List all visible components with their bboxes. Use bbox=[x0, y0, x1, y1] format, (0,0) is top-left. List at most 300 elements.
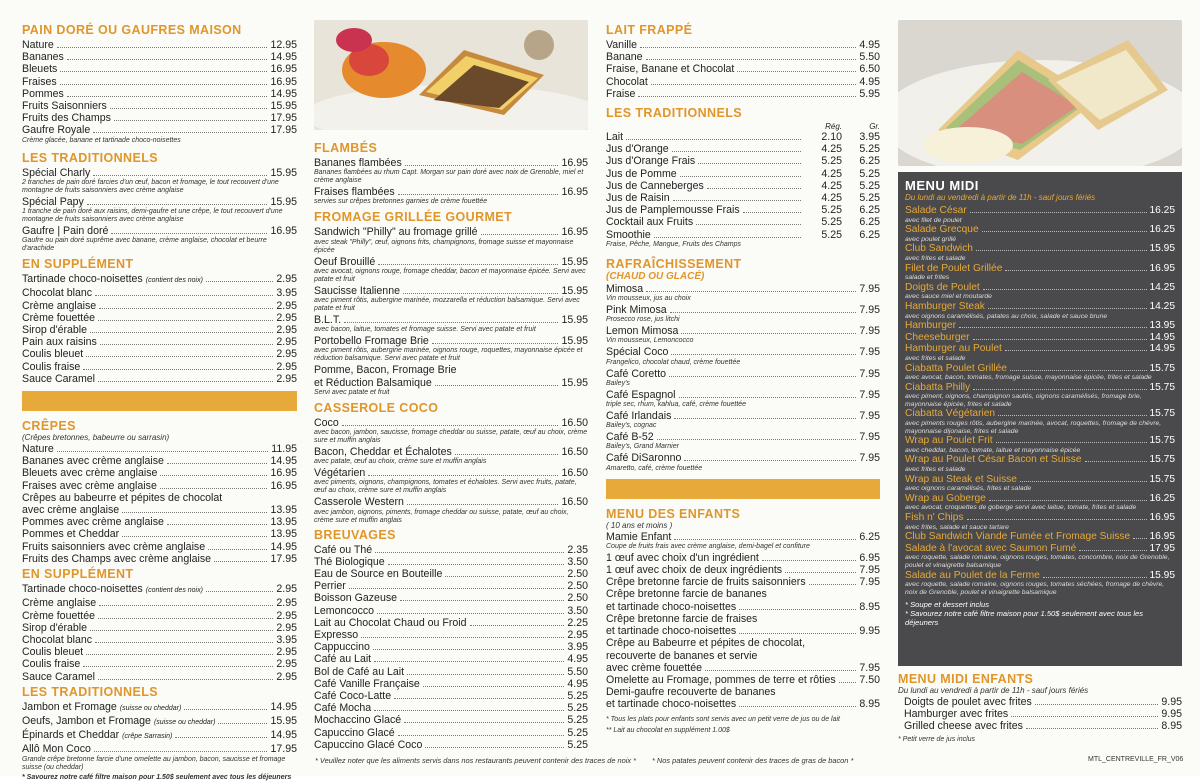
item-price: 12.95 bbox=[270, 39, 297, 51]
item-name: Coulis fraise bbox=[22, 360, 81, 373]
menu-item bbox=[22, 373, 297, 385]
item-description: avec bacon, laitue, tomates et fromage suisse. Servi avec patate et fruit bbox=[314, 326, 536, 334]
item-price: 4.95 bbox=[859, 39, 880, 51]
item-price: 5.50 bbox=[859, 51, 880, 64]
item-name: Pommes avec crème anglaise bbox=[22, 516, 164, 529]
leader-dots bbox=[60, 71, 267, 72]
item-name: Hamburger Steak bbox=[905, 300, 985, 312]
menu-item bbox=[606, 674, 880, 686]
menu-item bbox=[314, 186, 588, 198]
item-name: Lemon Mimosa bbox=[606, 325, 679, 338]
item-price: 16.25 bbox=[1149, 205, 1175, 216]
item-price: 14.95 bbox=[270, 700, 297, 713]
item-price-gr: 6.25 bbox=[859, 204, 880, 217]
menu-item bbox=[898, 708, 1182, 720]
item-price: 6.25 bbox=[859, 530, 880, 543]
item-note: (suisse ou cheddar) bbox=[119, 704, 182, 712]
leader-dots bbox=[114, 120, 268, 121]
item-name: Wrap au Steak et Suisse bbox=[905, 473, 1017, 485]
item-price: 4.95 bbox=[567, 677, 588, 690]
item-name: Jus de Pamplemousse Frais bbox=[606, 204, 740, 217]
item-price-reg: 4.25 bbox=[821, 167, 842, 180]
item-description: Crème glacée, banane et tartinade choco-noisettes bbox=[22, 136, 181, 144]
item-name: Doigts de Poulet bbox=[905, 281, 980, 293]
section-title: FROMAGE GRILLÉE GOURMET bbox=[314, 210, 513, 225]
leader-dots bbox=[737, 71, 856, 72]
menu-item bbox=[606, 637, 880, 649]
item-price: 8.95 bbox=[1161, 720, 1182, 733]
item-price: 15.95 bbox=[1149, 569, 1175, 581]
menu-item bbox=[22, 348, 297, 360]
item-price: 16.95 bbox=[270, 225, 297, 238]
item-name: Salade au Poulet de la Ferme bbox=[905, 569, 1040, 581]
item-name: Crêpe au Babeurre et pépites de chocolat, bbox=[606, 637, 806, 650]
item-description: avec frites, salade et sauce tartare bbox=[905, 523, 1009, 531]
menu-item bbox=[905, 570, 1175, 582]
item-price: 7.95 bbox=[859, 282, 880, 295]
leader-dots bbox=[98, 618, 273, 619]
item-name: Café au Lait bbox=[314, 653, 372, 666]
menu-item bbox=[606, 576, 880, 588]
leader-dots bbox=[94, 751, 268, 752]
item-name: Fraises avec crème anglaise bbox=[22, 479, 157, 492]
item-price: 7.95 bbox=[859, 388, 880, 401]
item-description: Prosecco rose, jus litchi bbox=[606, 316, 680, 324]
item-price-reg: 5.25 bbox=[821, 155, 842, 168]
leader-dots bbox=[425, 747, 564, 748]
menu-item bbox=[22, 300, 297, 312]
item-name: et tartinade choco-noisettes bbox=[606, 625, 737, 638]
leader-dots bbox=[90, 630, 273, 631]
item-price: 2.95 bbox=[276, 670, 297, 683]
menu-item bbox=[905, 543, 1175, 555]
menu-item bbox=[22, 467, 297, 479]
menu-item bbox=[898, 720, 1182, 732]
menu-item bbox=[606, 304, 880, 316]
menu-item bbox=[314, 256, 588, 268]
item-name: Mimosa bbox=[606, 282, 644, 295]
item-name: Jus de Raisin bbox=[606, 192, 670, 205]
item-description: avec cheddar, bacon, tomate, laitue et mayonnaise épicée bbox=[905, 446, 1081, 454]
section-title: MENU MIDI ENFANTS bbox=[898, 672, 1034, 686]
item-name: Fruits Saisonniers bbox=[22, 100, 107, 113]
item-name: Crêpe bretonne farcie de fraises bbox=[606, 612, 758, 625]
menu-item bbox=[22, 541, 297, 553]
menu-item bbox=[22, 516, 297, 528]
menu-item bbox=[22, 743, 297, 755]
item-price-reg: 4.25 bbox=[821, 179, 842, 192]
item-price-reg: 2.10 bbox=[821, 131, 842, 144]
leader-dots bbox=[970, 212, 1147, 213]
item-description: avec sauce miel et moutarde bbox=[905, 293, 992, 301]
item-description: avec frites et salade bbox=[905, 354, 966, 362]
item-price: 7.95 bbox=[859, 564, 880, 577]
menu-item bbox=[314, 446, 588, 458]
menu-item bbox=[22, 361, 297, 373]
item-price: 7.95 bbox=[859, 410, 880, 423]
item-name: Bol de Café au Lait bbox=[314, 665, 405, 678]
item-name: Portobello Fromage Brie bbox=[314, 335, 429, 348]
item-price: 3.95 bbox=[276, 633, 297, 646]
item-name: Mamie Enfant bbox=[606, 530, 672, 543]
item-description: avec avocat, bacon, tomates, fromage suisse, mayonnaise épicée, frites et salade bbox=[905, 374, 1152, 382]
item-price: 7.95 bbox=[859, 431, 880, 444]
menu-item bbox=[905, 474, 1175, 486]
decorative-band bbox=[606, 479, 880, 499]
leader-dots bbox=[470, 625, 565, 626]
item-price: 17.95 bbox=[270, 124, 297, 137]
section-subtitle: (Crêpes bretonnes, babeurre ou sarrasin) bbox=[22, 433, 170, 443]
leader-dots bbox=[982, 231, 1147, 232]
item-name: Club Sandwich Viande Fumée et Fromage Suisse bbox=[905, 531, 1131, 543]
item-price-gr: 5.25 bbox=[859, 192, 880, 205]
menu-item bbox=[606, 431, 880, 443]
item-name: Sirop d'érable bbox=[22, 324, 88, 337]
leader-dots bbox=[368, 475, 558, 476]
menu-item bbox=[22, 273, 297, 287]
leader-dots bbox=[707, 188, 801, 189]
item-price: 14.95 bbox=[1149, 331, 1175, 343]
item-name: Ciabatta Philly bbox=[905, 381, 971, 393]
item-price-gr: 5.25 bbox=[859, 167, 880, 180]
menu-item bbox=[606, 389, 880, 401]
item-name: Café Coretto bbox=[606, 367, 667, 380]
item-name: Chocolat bbox=[606, 75, 648, 88]
menu-item bbox=[22, 658, 297, 670]
menu-item bbox=[314, 157, 588, 169]
item-name: Perrier bbox=[314, 580, 346, 593]
menu-item bbox=[314, 739, 588, 751]
item-description: Bailey's bbox=[606, 379, 630, 387]
leader-dots bbox=[377, 613, 564, 614]
item-price: 14.25 bbox=[1149, 300, 1175, 312]
item-name: Chocolat blanc bbox=[22, 287, 93, 300]
item-name: Fruits saisonniers avec crème anglaise bbox=[22, 540, 206, 553]
item-name: Jus de Canneberges bbox=[606, 179, 704, 192]
section-subtitle: ( 10 ans et moins ) bbox=[606, 520, 673, 530]
menu-item bbox=[314, 377, 588, 389]
item-description: Coupe de fruits frais avec crème anglaise, demi-bagel et confiture bbox=[606, 542, 810, 550]
menu-item bbox=[22, 39, 297, 51]
item-name: Gaufre | Pain doré bbox=[22, 225, 109, 238]
item-name: Fruits des Champs avec crème anglaise bbox=[22, 552, 212, 565]
item-price: 5.25 bbox=[567, 738, 588, 751]
menu-item bbox=[606, 168, 880, 180]
leader-dots bbox=[83, 369, 273, 370]
size-header-row bbox=[606, 122, 880, 131]
leader-dots bbox=[93, 132, 267, 133]
menu-item bbox=[606, 131, 880, 143]
item-price: 16.95 bbox=[270, 479, 297, 492]
menu-item bbox=[606, 325, 880, 337]
item-name: Café ou Thé bbox=[314, 543, 373, 556]
column-1 bbox=[22, 20, 297, 783]
item-name: Cheeseburger bbox=[905, 331, 970, 343]
leader-dots bbox=[839, 682, 857, 683]
leader-dots bbox=[99, 605, 273, 606]
item-price: 16.95 bbox=[1149, 512, 1175, 523]
item-description: Servi avec patate et fruit bbox=[314, 388, 390, 396]
item-name: Sauce Caramel bbox=[22, 670, 96, 683]
menu-item bbox=[22, 443, 297, 455]
menu-item bbox=[905, 301, 1175, 313]
item-description: avec patate, œuf au choix, crème sure et muffin anglais bbox=[314, 458, 487, 466]
item-price: 9.95 bbox=[859, 625, 880, 638]
menu-item bbox=[606, 63, 880, 75]
item-description: 2 tranches de pain doré farcies d'un œuf, bacon et fromage, le tout recouvert d'une montagne de fruits saisonniers avec crème anglaise bbox=[22, 178, 279, 194]
leader-dots bbox=[1005, 270, 1146, 271]
item-price: 16.25 bbox=[1149, 492, 1175, 504]
leader-dots bbox=[983, 289, 1147, 290]
food-photo-sandwich bbox=[314, 20, 588, 130]
section-title: LES TRADITIONNELS bbox=[22, 684, 158, 699]
item-description: Fraise, Pêche, Mangue, Fruits des Champs bbox=[606, 240, 742, 248]
leader-dots bbox=[400, 600, 564, 601]
leader-dots bbox=[95, 642, 273, 643]
item-name: Ciabatta Poulet Grillée bbox=[905, 362, 1007, 374]
item-name: Crêpe bretonne farcie de fruits saisonniers bbox=[606, 576, 806, 589]
item-note: (suisse ou cheddar) bbox=[153, 718, 216, 726]
item-price: 4.95 bbox=[567, 653, 588, 666]
leader-dots bbox=[673, 200, 801, 201]
menu-item bbox=[314, 666, 588, 678]
leader-dots bbox=[959, 327, 1147, 328]
item-price: 2.95 bbox=[276, 609, 297, 622]
item-price: 2.50 bbox=[567, 568, 588, 581]
leader-dots bbox=[996, 442, 1147, 443]
leader-dots bbox=[208, 549, 267, 550]
item-name: Fish n' Chips bbox=[905, 512, 964, 523]
menu-item bbox=[905, 224, 1175, 236]
leader-dots bbox=[175, 737, 267, 738]
item-description: avec piments, oignons, champignons, tomates et échalotes. Servi avec fruits, patate, œuf au choix, crème sure et muffin anglais bbox=[314, 479, 577, 495]
menu-item bbox=[22, 112, 297, 124]
item-price-gr: 5.25 bbox=[859, 179, 880, 192]
menu-item bbox=[314, 617, 588, 629]
leader-dots bbox=[739, 633, 856, 634]
footer-bacon-note: * Nos patates peuvent contenir des traces de gras de bacon * bbox=[652, 756, 854, 765]
menu-item bbox=[22, 610, 297, 622]
item-price: 16.95 bbox=[561, 226, 588, 239]
item-price: 17.95 bbox=[1149, 542, 1175, 554]
item-price: 2.50 bbox=[567, 580, 588, 593]
menu-item bbox=[606, 601, 880, 613]
item-price: 16.95 bbox=[1149, 531, 1175, 543]
menu-item bbox=[22, 504, 297, 516]
footer-nuts-note: * Veuillez noter que les aliments servis dans nos restaurants peuvent contenir des traces de noix * bbox=[315, 756, 636, 765]
section-title: LES TRADITIONNELS bbox=[22, 150, 158, 165]
menu-item bbox=[905, 320, 1175, 332]
item-name: Chocolat blanc bbox=[22, 633, 93, 646]
menu-item bbox=[22, 671, 297, 683]
item-name: Crème fouettée bbox=[22, 609, 96, 622]
menu-item bbox=[606, 625, 880, 637]
menu-item bbox=[22, 528, 297, 540]
item-name: Cappuccino bbox=[314, 641, 370, 654]
menu-midi-enfants bbox=[898, 672, 1182, 745]
item-note: (contient des noix) bbox=[145, 277, 203, 285]
leader-dots bbox=[638, 96, 856, 97]
item-name: Crème fouettée bbox=[22, 311, 96, 324]
menu-item bbox=[606, 698, 880, 710]
item-price: 3.50 bbox=[567, 555, 588, 568]
menu-item bbox=[606, 39, 880, 51]
item-price: 15.95 bbox=[561, 255, 588, 268]
item-price: 2.95 bbox=[276, 336, 297, 349]
item-price: 7.95 bbox=[859, 325, 880, 338]
leader-dots bbox=[218, 723, 267, 724]
item-description: avec poulet grillé bbox=[905, 235, 957, 243]
menu-item bbox=[905, 435, 1175, 447]
section-title: PAIN DORÉ OU GAUFRES MAISON bbox=[22, 23, 242, 37]
menu-item bbox=[314, 496, 588, 508]
item-name: Salade à l'avocat avec Saumon Fumé bbox=[905, 542, 1077, 554]
leader-dots bbox=[809, 584, 857, 585]
item-name: Nature bbox=[22, 443, 54, 456]
soup-dessert-note: * Soupe et dessert inclus bbox=[905, 600, 990, 610]
item-price: 5.25 bbox=[567, 714, 588, 727]
item-name: Pain aux raisins bbox=[22, 336, 97, 349]
leader-dots bbox=[374, 661, 564, 662]
leader-dots bbox=[407, 674, 564, 675]
menu-item bbox=[606, 88, 880, 100]
item-description: Gaufre ou pain doré suprême avec banane, crème anglaise, chocolat et beurre d'arachide bbox=[22, 237, 267, 253]
leader-dots bbox=[646, 59, 857, 60]
item-name: Boisson Gazeuse bbox=[314, 592, 398, 605]
section-title: MENU DES ENFANTS bbox=[606, 506, 741, 521]
item-price: 2.95 bbox=[276, 658, 297, 671]
item-price: 17.95 bbox=[270, 743, 297, 756]
menu-item bbox=[22, 196, 297, 208]
item-name: Bananes flambées bbox=[314, 157, 402, 169]
leader-dots bbox=[423, 686, 565, 687]
item-price: 9.95 bbox=[1161, 696, 1182, 708]
item-description: avec jambon, oignons, piments, fromage cheddar ou suisse, patate, œuf au choix, crème sure et muffin anglais bbox=[314, 508, 569, 524]
leader-dots bbox=[214, 561, 267, 562]
item-name: Expresso bbox=[314, 629, 359, 642]
item-price: 14.95 bbox=[270, 455, 297, 468]
leader-dots bbox=[989, 500, 1147, 501]
leader-dots bbox=[998, 415, 1146, 416]
item-price: 5.95 bbox=[859, 87, 880, 100]
food-photo-club-sandwich bbox=[898, 20, 1182, 166]
item-description: avec oignons caramélisés, frites et salade bbox=[905, 485, 1032, 493]
leader-dots bbox=[672, 151, 801, 152]
leader-dots bbox=[681, 333, 856, 334]
menu-item bbox=[314, 641, 588, 653]
item-name: Fraise bbox=[606, 87, 636, 100]
menu-item bbox=[606, 588, 880, 600]
menu-item bbox=[22, 480, 297, 492]
item-price-gr: 5.25 bbox=[859, 143, 880, 156]
menu-midi-title: MENU MIDI bbox=[905, 178, 979, 193]
item-name: avec crème fouettée bbox=[606, 661, 702, 674]
menu-item bbox=[606, 613, 880, 625]
item-name: Coulis fraise bbox=[22, 658, 81, 671]
menu-item bbox=[905, 243, 1175, 255]
item-price: 6.50 bbox=[859, 63, 880, 76]
leader-dots bbox=[361, 637, 564, 638]
item-name: Jambon et Fromage bbox=[22, 700, 117, 713]
leader-dots bbox=[374, 710, 564, 711]
leader-dots bbox=[680, 176, 801, 177]
leader-dots bbox=[455, 454, 559, 455]
item-name: Club Sandwich bbox=[905, 243, 973, 255]
item-price-gr: 6.25 bbox=[859, 216, 880, 229]
menu-item bbox=[22, 88, 297, 100]
item-description: salade et frites bbox=[905, 274, 950, 282]
item-name: Cocktail aux Fruits bbox=[606, 216, 694, 229]
leader-dots bbox=[1043, 577, 1147, 578]
leader-dots bbox=[98, 679, 273, 680]
leader-dots bbox=[86, 654, 273, 655]
midi-coffee-note: * Savourez notre café filtre maison pour 1.50$ seulement avec tous les déjeuners bbox=[905, 609, 1144, 628]
leader-dots bbox=[98, 381, 273, 382]
item-price: 7.95 bbox=[859, 452, 880, 465]
item-description: avec frites et salade bbox=[905, 254, 966, 262]
item-price: 9.95 bbox=[1161, 708, 1182, 721]
menu-item bbox=[314, 226, 588, 238]
item-name: Allô Mon Coco bbox=[22, 743, 91, 756]
item-price-gr: 6.25 bbox=[859, 155, 880, 168]
menu-item bbox=[314, 629, 588, 641]
leader-dots bbox=[378, 264, 558, 265]
item-name: Pommes bbox=[22, 87, 64, 100]
item-price: 2.95 bbox=[276, 360, 297, 373]
item-name: Hamburger au Poulet bbox=[905, 343, 1002, 355]
menu-item bbox=[606, 410, 880, 422]
item-price: 7.95 bbox=[859, 304, 880, 317]
menu-item bbox=[314, 580, 588, 592]
item-name: Thé Biologique bbox=[314, 555, 385, 568]
leader-dots bbox=[111, 233, 267, 234]
item-description: avec piment rôtis, aubergine marinée, mozzarella et réduction balsamique. Servi avec patate et fruit bbox=[314, 297, 580, 313]
leader-dots bbox=[481, 234, 559, 235]
item-price: 15.75 bbox=[1149, 381, 1175, 393]
leader-dots bbox=[674, 539, 856, 540]
item-name: Café Vanille Française bbox=[314, 677, 420, 690]
item-name: Coulis bleuet bbox=[22, 348, 84, 361]
item-price-reg: 4.25 bbox=[821, 192, 842, 205]
leader-dots bbox=[93, 175, 267, 176]
item-name: Fraises flambées bbox=[314, 186, 395, 199]
item-name: Café Mocha bbox=[314, 702, 372, 715]
leader-dots bbox=[67, 59, 268, 60]
leader-dots bbox=[167, 463, 268, 464]
item-name: Bananes avec crème anglaise bbox=[22, 455, 164, 468]
menu-item bbox=[905, 512, 1175, 524]
item-price: 15.95 bbox=[561, 314, 588, 327]
leader-dots bbox=[67, 96, 268, 97]
item-name: Jus d'Orange Frais bbox=[606, 155, 696, 168]
section-title: LAIT FRAPPÉ bbox=[606, 23, 693, 37]
section-title: FLAMBÉS bbox=[314, 141, 378, 155]
item-price: 15.75 bbox=[1149, 454, 1175, 466]
item-price-reg: 5.25 bbox=[821, 204, 842, 217]
menu-item bbox=[22, 225, 297, 237]
item-note: (contient des noix) bbox=[145, 587, 203, 595]
leader-dots bbox=[670, 312, 857, 313]
item-name: 1 œuf avec choix d'un ingrédient bbox=[606, 551, 759, 564]
leader-dots bbox=[375, 552, 564, 553]
menu-item bbox=[22, 492, 297, 504]
leader-dots bbox=[679, 397, 857, 398]
item-price: 15.95 bbox=[270, 166, 297, 179]
item-price: 16.95 bbox=[561, 186, 588, 199]
leader-dots bbox=[344, 322, 558, 323]
item-name: et tartinade choco-noisettes bbox=[606, 698, 737, 711]
item-name: Mochaccino Glacé bbox=[314, 714, 402, 727]
